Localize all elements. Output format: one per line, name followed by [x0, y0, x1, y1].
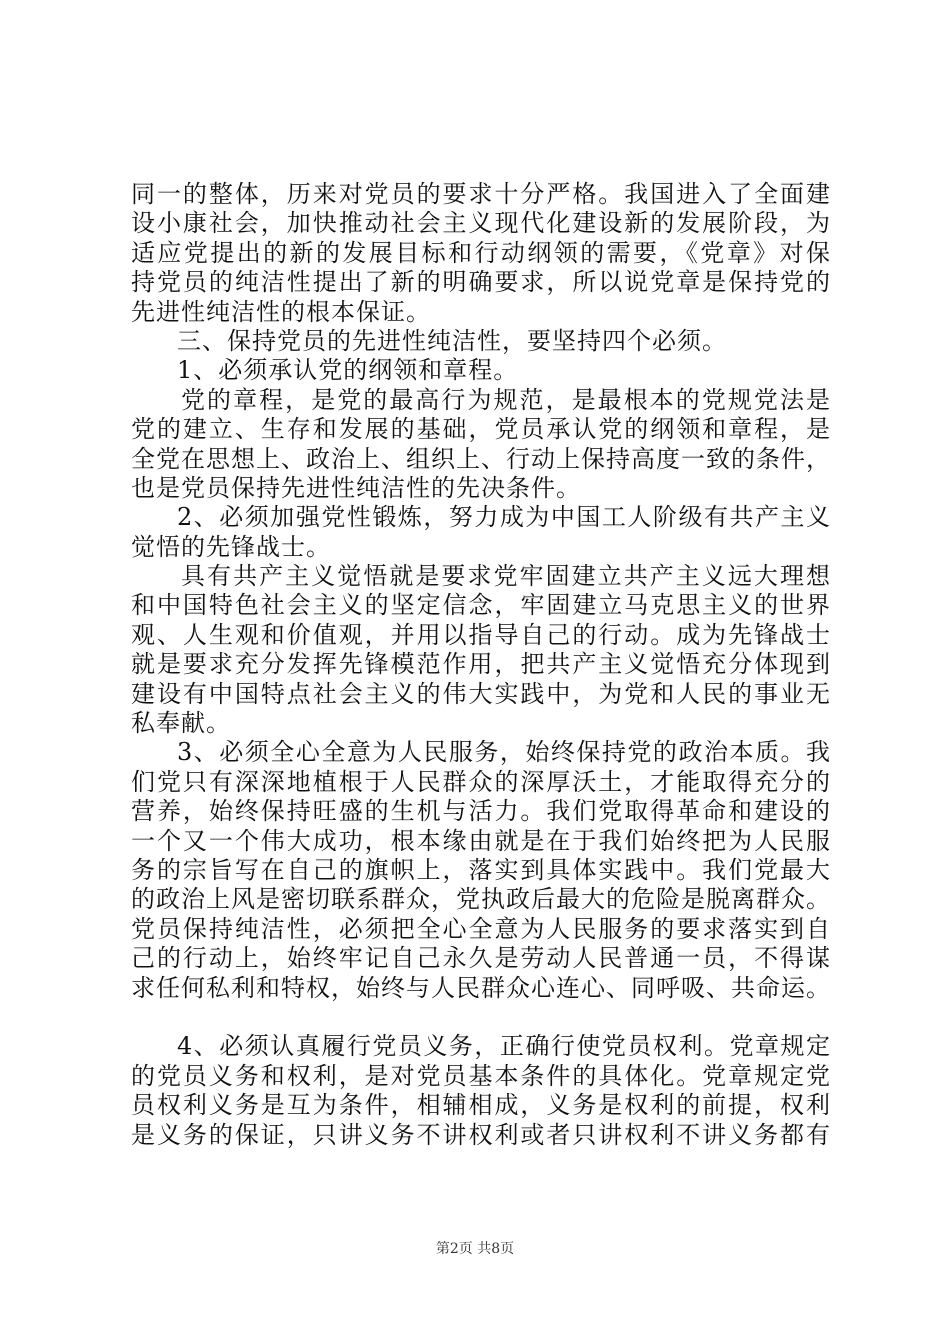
text-line: 具有共产主义觉悟就是要求党牢固建立共产主义远大理想 — [181, 562, 831, 591]
text-line: 的党员义务和权利，是对党员基本条件的具体化。党章规定党 — [131, 1061, 831, 1090]
text-line: 务的宗旨写在自己的旗帜上，落实到具体实践中。我们党最大 — [131, 855, 831, 884]
text-line: 全党在思想上、政治上、组织上、行动上保持高度一致的条件， — [131, 444, 831, 473]
text-line: 1、必须承认党的纲领和章程。 — [177, 356, 519, 385]
text-line: 是义务的保证，只讲义务不讲权利或者只讲权利不讲义务都有 — [131, 1120, 831, 1149]
text-line: 求任何私利和特权，始终与人民群众心连心、同呼吸、共命运。 — [131, 973, 831, 1002]
document-body — [131, 180, 831, 1150]
text-line: 党的章程，是党的最高行为规范，是最根本的党规党法是 — [181, 385, 831, 414]
text-line: 营养，始终保持旺盛的生机与活力。我们党取得革命和建设的 — [131, 797, 831, 826]
text-line: 己的行动上，始终牢记自己永久是劳动人民普通一员，不得谋 — [131, 944, 831, 973]
text-line: 同一的整体，历来对党员的要求十分严格。我国进入了全面建 — [131, 180, 831, 208]
page-footer — [0, 1240, 950, 1258]
text-line: 一个又一个伟大成功，根本缘由就是在于我们始终把为人民服 — [131, 826, 831, 855]
text-line: 持党员的纯洁性提出了新的明确要求，所以说党章是保持党的 — [131, 268, 831, 297]
text-line: 也是党员保持先进性纯洁性的先决条件。 — [131, 473, 581, 502]
text-line: 2、必须加强党性锻炼，努力成为中国工人阶级有共产主义 — [177, 503, 831, 532]
blank-line — [131, 1003, 831, 1032]
text-line: 的政治上风是密切联系群众，党执政后最大的危险是脱离群众。 — [131, 885, 831, 914]
text-line: 和中国特色社会主义的坚定信念，牢固建立马克思主义的世界 — [131, 591, 831, 620]
text-line: 员权利义务是互为条件，相辅相成，义务是权利的前提，权利 — [131, 1091, 831, 1120]
text-line: 党员保持纯洁性，必须把全心全意为人民服务的要求落实到自 — [131, 914, 831, 943]
text-line: 党的建立、生存和发展的基础，党员承认党的纲领和章程，是 — [131, 415, 831, 444]
text-line: 先进性纯洁性的根本保证。 — [131, 297, 431, 326]
text-line: 建设有中国特点社会主义的伟大实践中，为党和人民的事业无 — [131, 679, 831, 708]
text-line: 三、保持党员的先进性纯洁性，要坚持四个必须。 — [177, 326, 727, 355]
text-line: 3、必须全心全意为人民服务，始终保持党的政治本质。我 — [177, 738, 831, 767]
text-line: 适应党提出的新的发展目标和行动纲领的需要，《党章》对保 — [131, 238, 831, 267]
text-line: 就是要求充分发挥先锋模范作用，把共产主义觉悟充分体现到 — [131, 650, 831, 679]
text-line: 私奉献。 — [131, 709, 231, 738]
text-line: 们党只有深深地植根于人民群众的深厚沃土，才能取得充分的 — [131, 767, 831, 796]
text-line: 观、人生观和价值观，并用以指导自己的行动。成为先锋战士 — [131, 620, 831, 649]
text-line: 4、必须认真履行党员义务，正确行使党员权利。党章规定 — [177, 1032, 831, 1061]
text-line: 设小康社会，加快推动社会主义现代化建设新的发展阶段，为 — [131, 209, 831, 238]
page-number-label: 第2页 共8页 — [435, 1241, 515, 1257]
text-line: 觉悟的先锋战士。 — [131, 532, 331, 561]
